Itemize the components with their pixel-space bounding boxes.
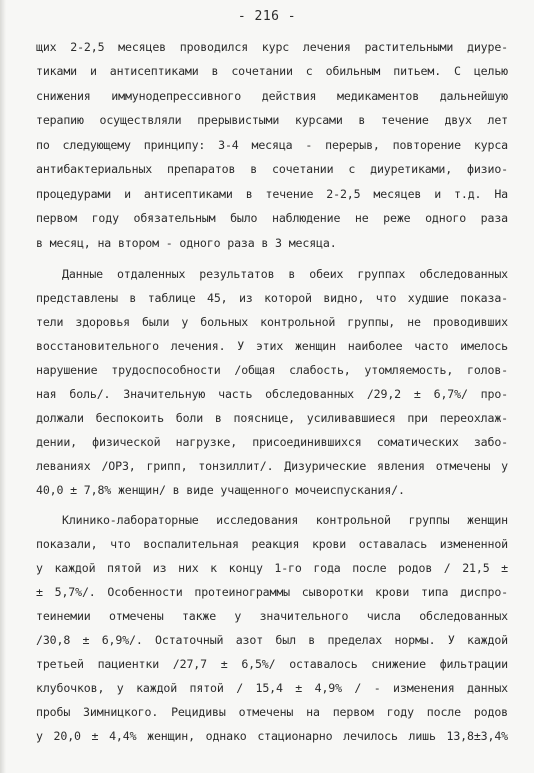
text-line: у 20,0 ± 4,4% женщин, однако стационарно лечилось лишь 13,8±3,4% bbox=[36, 729, 508, 743]
text-line: тиками и антисептиками в сочетании с обильным питьем. С целью bbox=[36, 64, 508, 78]
text-line: теинемии отмечены также у значительного числа обследованных bbox=[36, 609, 508, 623]
text-line: у каждой пятой из них к концу 1-го года после родов / 21,5 ± bbox=[36, 561, 508, 575]
text-line: тели здоровья были у больных контрольной группы, не проводивших bbox=[36, 315, 508, 329]
text-line: восстановительного лечения. У этих женщин наиболее часто имелось bbox=[36, 339, 508, 353]
text-line: /30,8 ± 6,9%/. Остаточный азот был в пределах нормы. У каждой bbox=[36, 633, 508, 647]
text-line: нарушение трудоспособности /общая слабость, утомляемость, голов- bbox=[36, 363, 508, 377]
page-number: - 216 - bbox=[237, 9, 297, 24]
text-line: в месяц, на втором - одного раза в 3 месяца. bbox=[36, 236, 337, 250]
text-line: снижения иммунодепрессивного действия медикаментов дальнейшую bbox=[36, 89, 508, 103]
text-line: представлены в таблице 45, из которой видно, что худшие показа- bbox=[36, 291, 508, 305]
text-line: показали, что воспалительная реакция крови оставалась измененной bbox=[36, 537, 508, 551]
text-line: третьей пациентки /27,7 ± 6,5%/ оставалось снижение фильтрации bbox=[36, 657, 508, 671]
text-line: 40,0 ± 7,8% женщин/ в виде учащенного мочеиспускания/. bbox=[36, 483, 405, 497]
text-line: терапию осуществляли прерывистыми курсами в течение двух лет bbox=[36, 113, 508, 127]
text-line: процедурами и антисептиками в течение 2-2,5 месяцев и т.д. На bbox=[36, 187, 508, 201]
text-line: щих 2-2,5 месяцев проводился курс лечения растительными диуре- bbox=[36, 40, 508, 54]
text-line: клубочков, у каждой пятой / 15,4 ± 4,9% / - изменения данных bbox=[36, 681, 508, 695]
text-line: ная боль/. Значительную часть обследованных /29,2 ± 6,7%/ про- bbox=[36, 387, 508, 401]
text-line: ± 5,7%/. Особенности протеинограммы сыворотки крови типа диспро- bbox=[36, 585, 508, 599]
text-line: должали беспокоить боли в пояснице, усиливавшиеся при переохлаж- bbox=[36, 411, 508, 425]
text-line: леваниях /ОРЗ, грипп, тонзиллит/. Дизурические явления отмечены у bbox=[36, 459, 508, 473]
text-line: пробы Зимницкого. Рецидивы отмечены на первом году после родов bbox=[36, 705, 508, 719]
text-line: Клинико-лабораторные исследования контрольной группы женщин bbox=[62, 513, 508, 527]
text-line: Данные отдаленных результатов в обеих группах обследованных bbox=[62, 267, 508, 281]
text-line: по следующему принципу: 3-4 месяца - перерыв, повторение курса bbox=[36, 138, 508, 152]
text-line: первом году обязательным было наблюдение не реже одного раза bbox=[36, 211, 508, 225]
scan-edge-shadow bbox=[0, 0, 6, 773]
text-line: антибактериальных препаратов в сочетании с диуретиками, физио- bbox=[36, 162, 508, 176]
text-line: дении, физической нагрузке, присоединившихся соматических забо- bbox=[36, 435, 508, 449]
